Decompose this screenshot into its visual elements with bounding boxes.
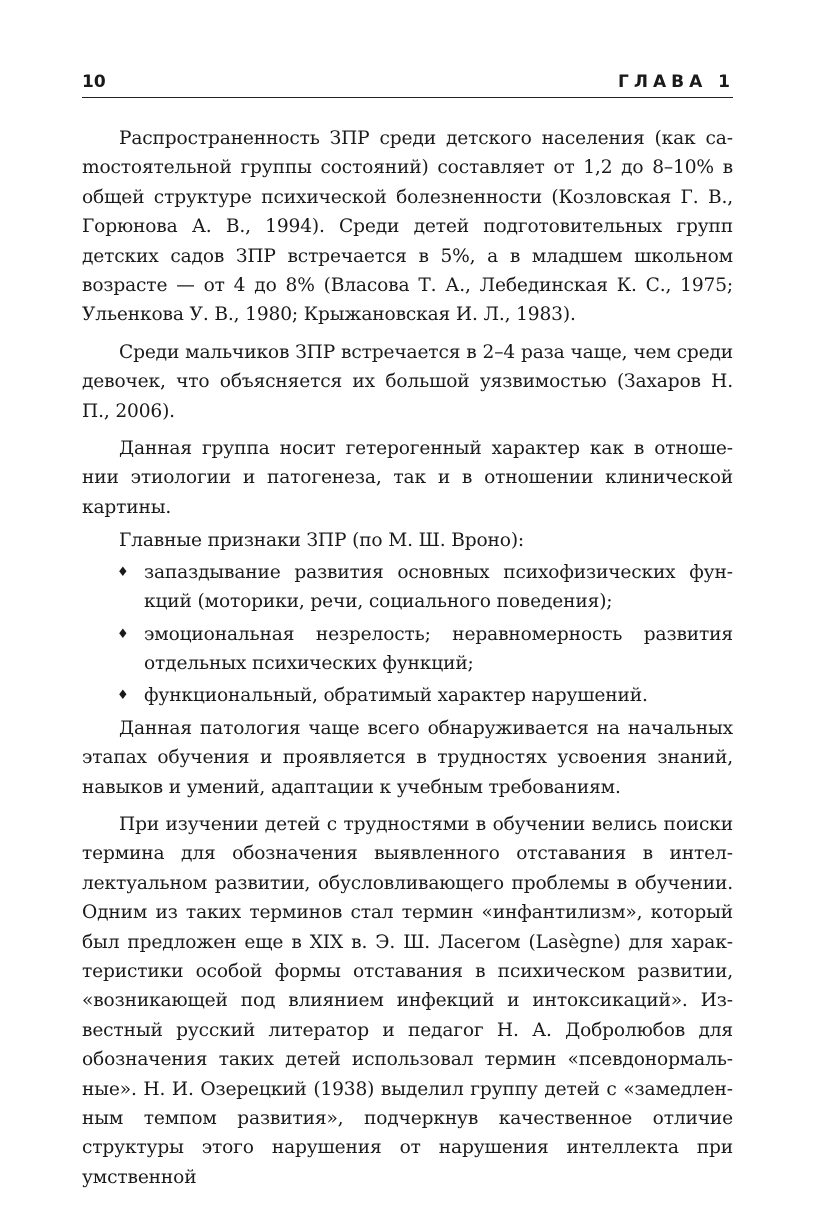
- list-item: [117, 620, 733, 679]
- paragraph-heterogeneity: Данная группа носит гетерогенный характер как в отношении этиологии и патогенеза, так и в отношении клинической картины.: [82, 438, 733, 518]
- list-item-text: эмоциональная незрелость; неравномерность развития отдельных психических функций;: [144, 623, 733, 674]
- paragraph-pathology: Данная патология чаще всего обнаруживается на начальных этапах обучения и проявляется в трудностях усвоения знаний, навыков и умений, адаптации к учебным требованиям.: [82, 717, 733, 798]
- list-item: [117, 681, 733, 710]
- signs-list: [82, 558, 733, 711]
- page-number: 10: [82, 72, 106, 92]
- paragraph-gender: Среди мальчиков ЗПР встречается в 2–4 раза чаще, чем среди девочек, что объясняется их большой уязвимостью (Захаров Н. П., 2006).: [82, 341, 733, 422]
- list-item-text: функциональный, обратимый характер нарушений.: [144, 685, 648, 707]
- paragraph-signs-lead: Главные признаки ЗПР (по М. Ш. Вроно):: [119, 530, 525, 552]
- chapter-title: ГЛАВА 1: [618, 72, 735, 92]
- list-item: [117, 558, 733, 617]
- paragraph-terminology: При изучении детей с трудностями в обучении велись поиски термина для обозначения выявленного отставания в интеллектуальном развитии, обусловливающего проблемы в обучении. Одним из таких терминов стал термин «инфантилизм», который был предложен еще в XIX в. Э. Ш. Ласегом (Lasègne) для характеристики особой формы отставания в психическом развитии, «возникающей под влиянием инфекций и интоксикаций». Известный русский литератор и педагог Н. А. Добролюбов для обозначения таких детей использовал термин «псевдонормальные». Н. И. Озерецкий (1938) выделил группу детей с «замедленным темпом развития», подчеркнув качественное отличие структуры этого нарушения от нарушения интеллекта при умственной: [82, 813, 733, 1188]
- book-page: [82, 62, 733, 1192]
- paragraph-prevalence: Распространенность ЗПР среди детского населения (как саmостоятельной группы состояний) составляет от 1,2 до 8–10% в общей структуре психической болезненности (Козловская Г. В., Горюнова А. В., 1994). Среди детей подготовительных групп детских садов ЗПР встречается в 5%, а в младшем школьном возрасте — от 4 до 8% (Власова Т. А., Лебединская К. С., 1975; Ульенкова У. В., 1980; Крыжановская И. Л., 1983).: [82, 128, 733, 326]
- diamond-bullet-icon: ♦: [117, 688, 129, 704]
- list-item-text: запаздывание развития основных психофизических функций (моторики, речи, социального поведения);: [144, 561, 733, 613]
- running-head: [82, 62, 733, 98]
- body-text: [82, 124, 733, 1192]
- diamond-bullet-icon: ♦: [117, 564, 129, 580]
- diamond-bullet-icon: ♦: [117, 626, 129, 642]
